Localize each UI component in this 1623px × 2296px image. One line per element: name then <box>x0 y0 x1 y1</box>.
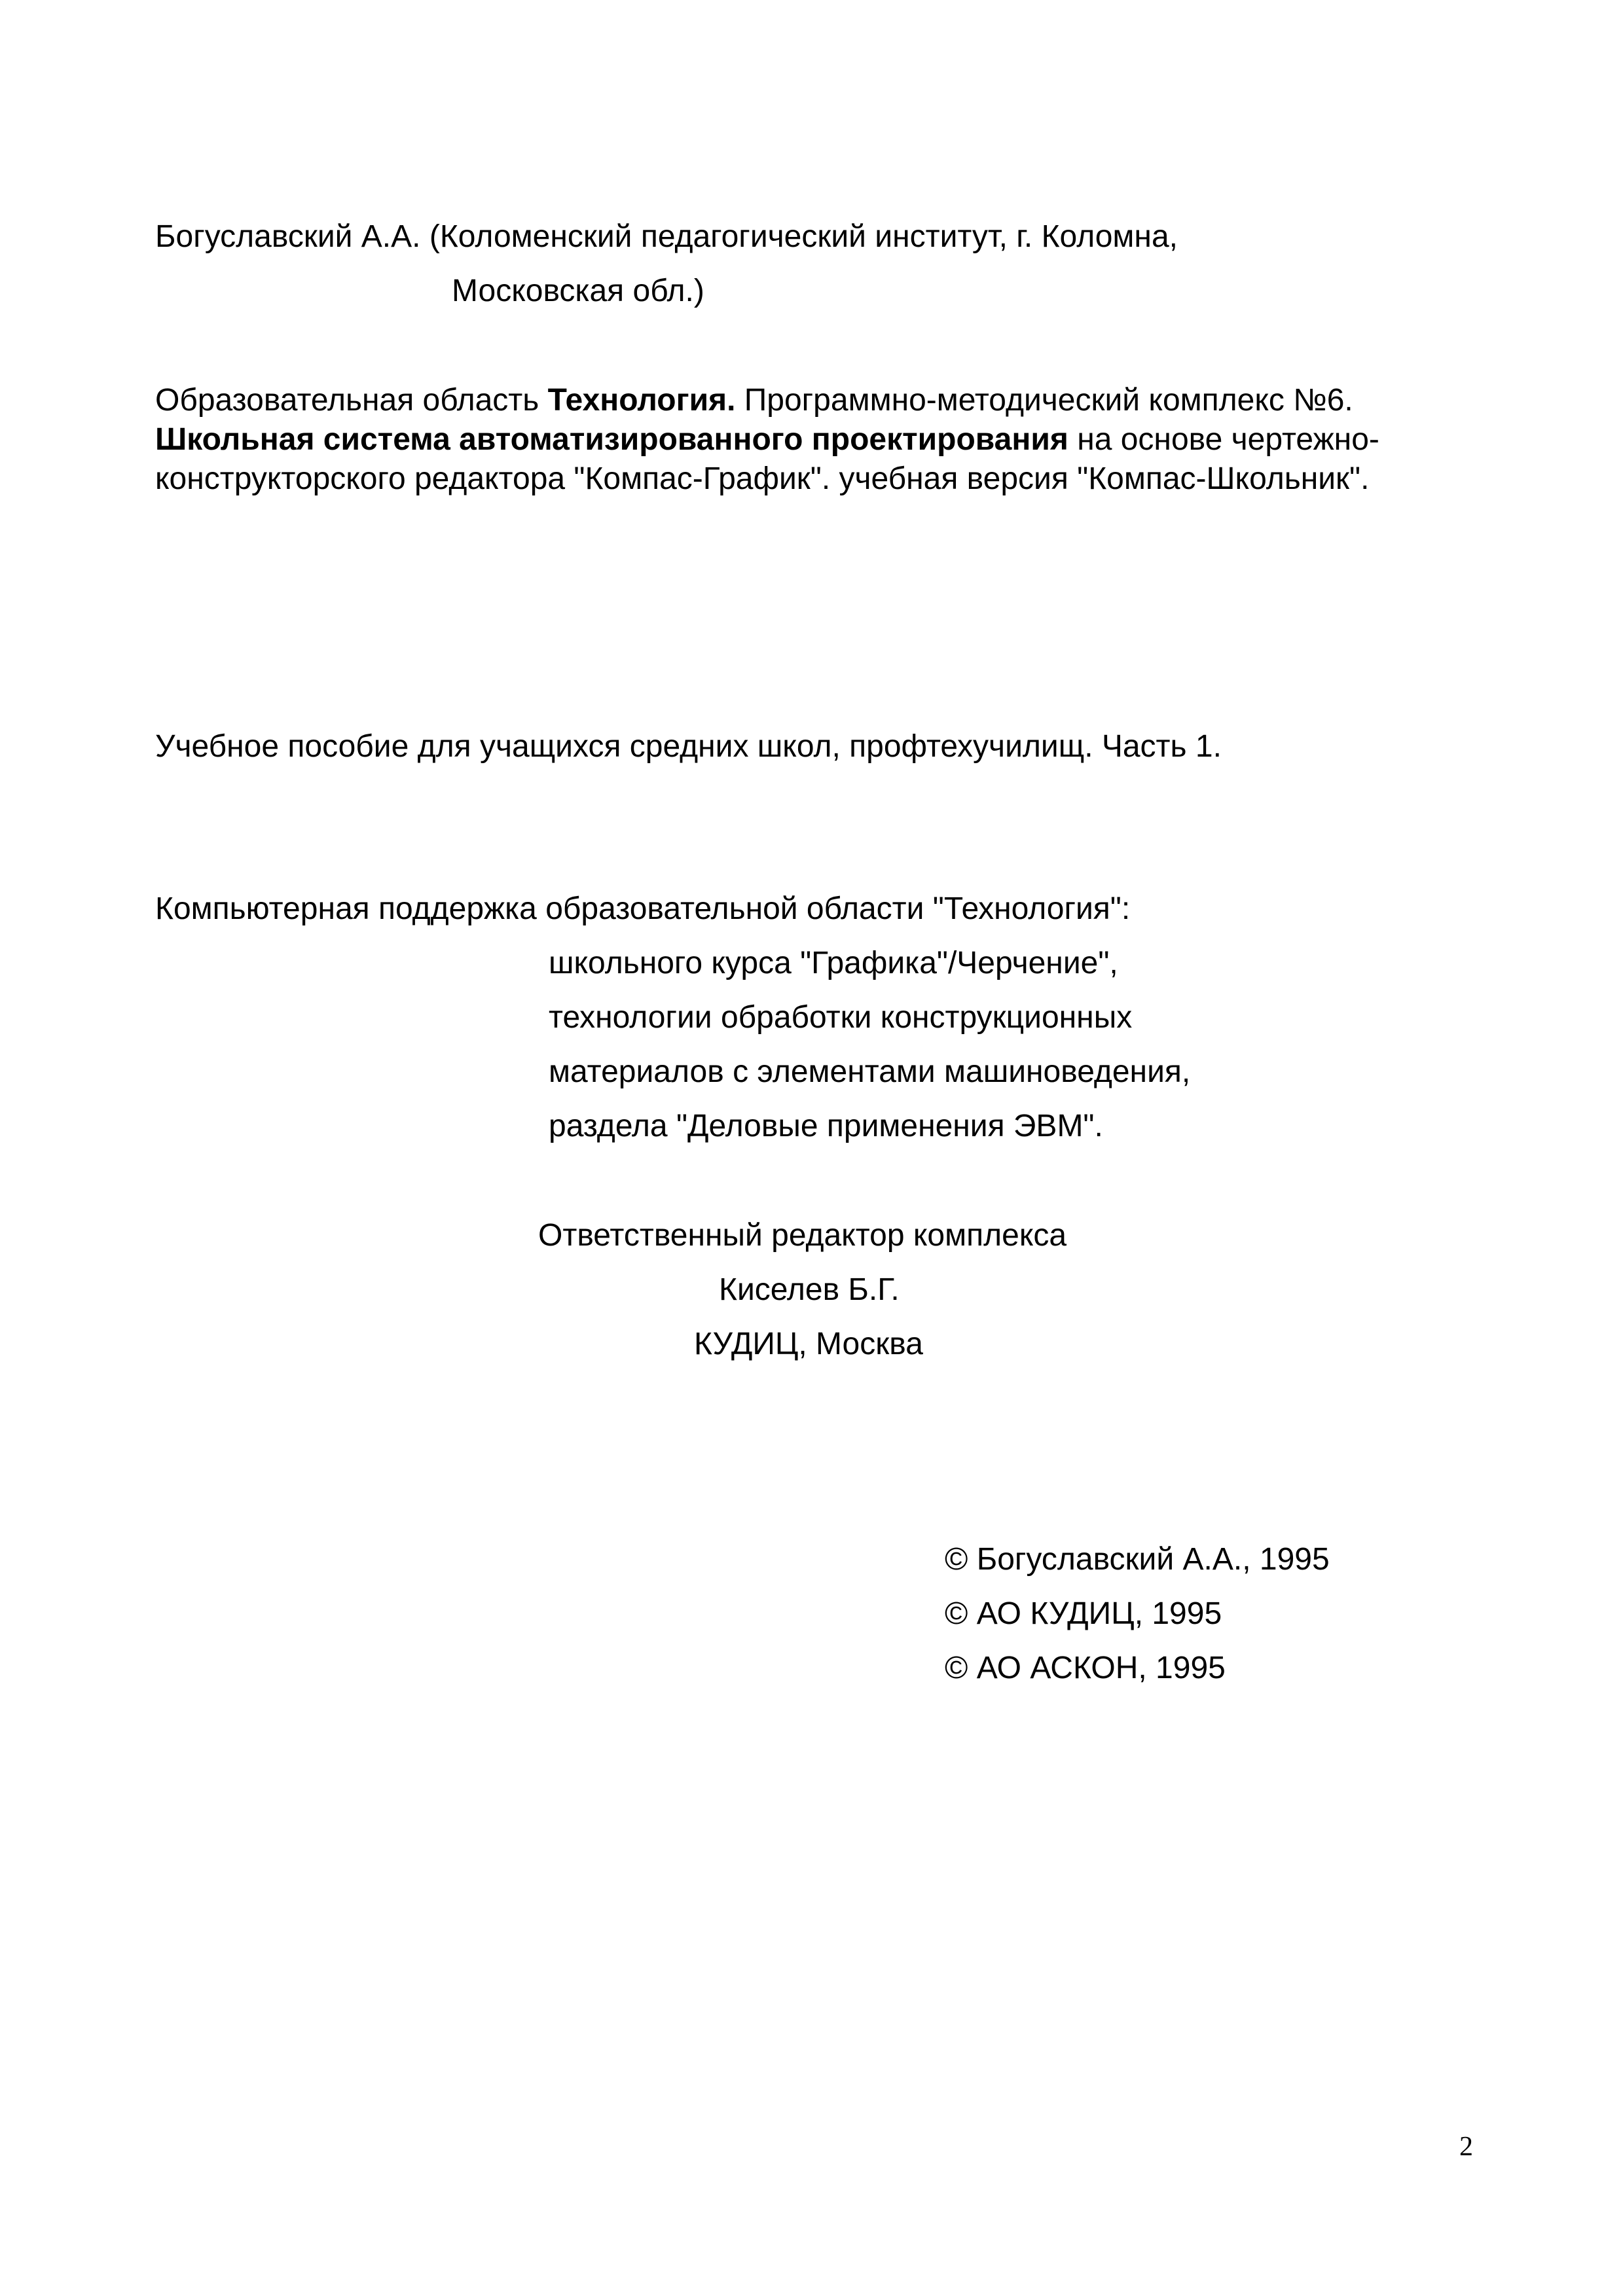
title-system-bold: Школьная система автоматизированного проектирования <box>155 422 1068 457</box>
page-number: 2 <box>1459 2132 1473 2162</box>
publisher: КУДИЦ, Москва <box>694 1327 923 1361</box>
support-item: школьного курса "Графика"/Черчение", <box>549 946 1118 980</box>
subtitle: Учебное пособие для учащихся средних школ, профтехучилищ. Часть 1. <box>155 729 1222 764</box>
title-line-1-prefix: Образовательная область <box>155 383 548 418</box>
title-line-1 <box>155 382 1353 419</box>
support-heading: Компьютерная поддержка образовательной области "Технология": <box>155 891 1131 926</box>
author-line-2: Московская обл.) <box>452 274 704 308</box>
copyright-line: © АО АСКОН, 1995 <box>945 1651 1226 1685</box>
copyright-line: © АО КУДИЦ, 1995 <box>945 1596 1222 1631</box>
title-line-1-suffix: Программно-методический комплекс №6. <box>735 383 1353 418</box>
editor-name: Киселев Б.Г. <box>719 1272 900 1307</box>
title-line-3: конструкторского редактора "Компас-График". учебная версия "Компас-Школьник". <box>155 461 1370 496</box>
support-item: технологии обработки конструкционных <box>549 1000 1133 1035</box>
title-line-2 <box>155 422 1379 458</box>
editor-label: Ответственный редактор комплекса <box>538 1218 1067 1253</box>
author-line-1: Богуславский А.А. (Коломенский педагогический институт, г. Коломна, <box>155 219 1178 254</box>
title-subject-bold: Технология. <box>547 383 736 418</box>
title-line-2-suffix: на основе чертежно- <box>1068 422 1379 457</box>
support-item: материалов с элементами машиноведения, <box>549 1054 1191 1089</box>
support-item: раздела "Деловые применения ЭВМ". <box>549 1109 1103 1143</box>
copyright-line: © Богуславский А.А., 1995 <box>945 1542 1330 1577</box>
